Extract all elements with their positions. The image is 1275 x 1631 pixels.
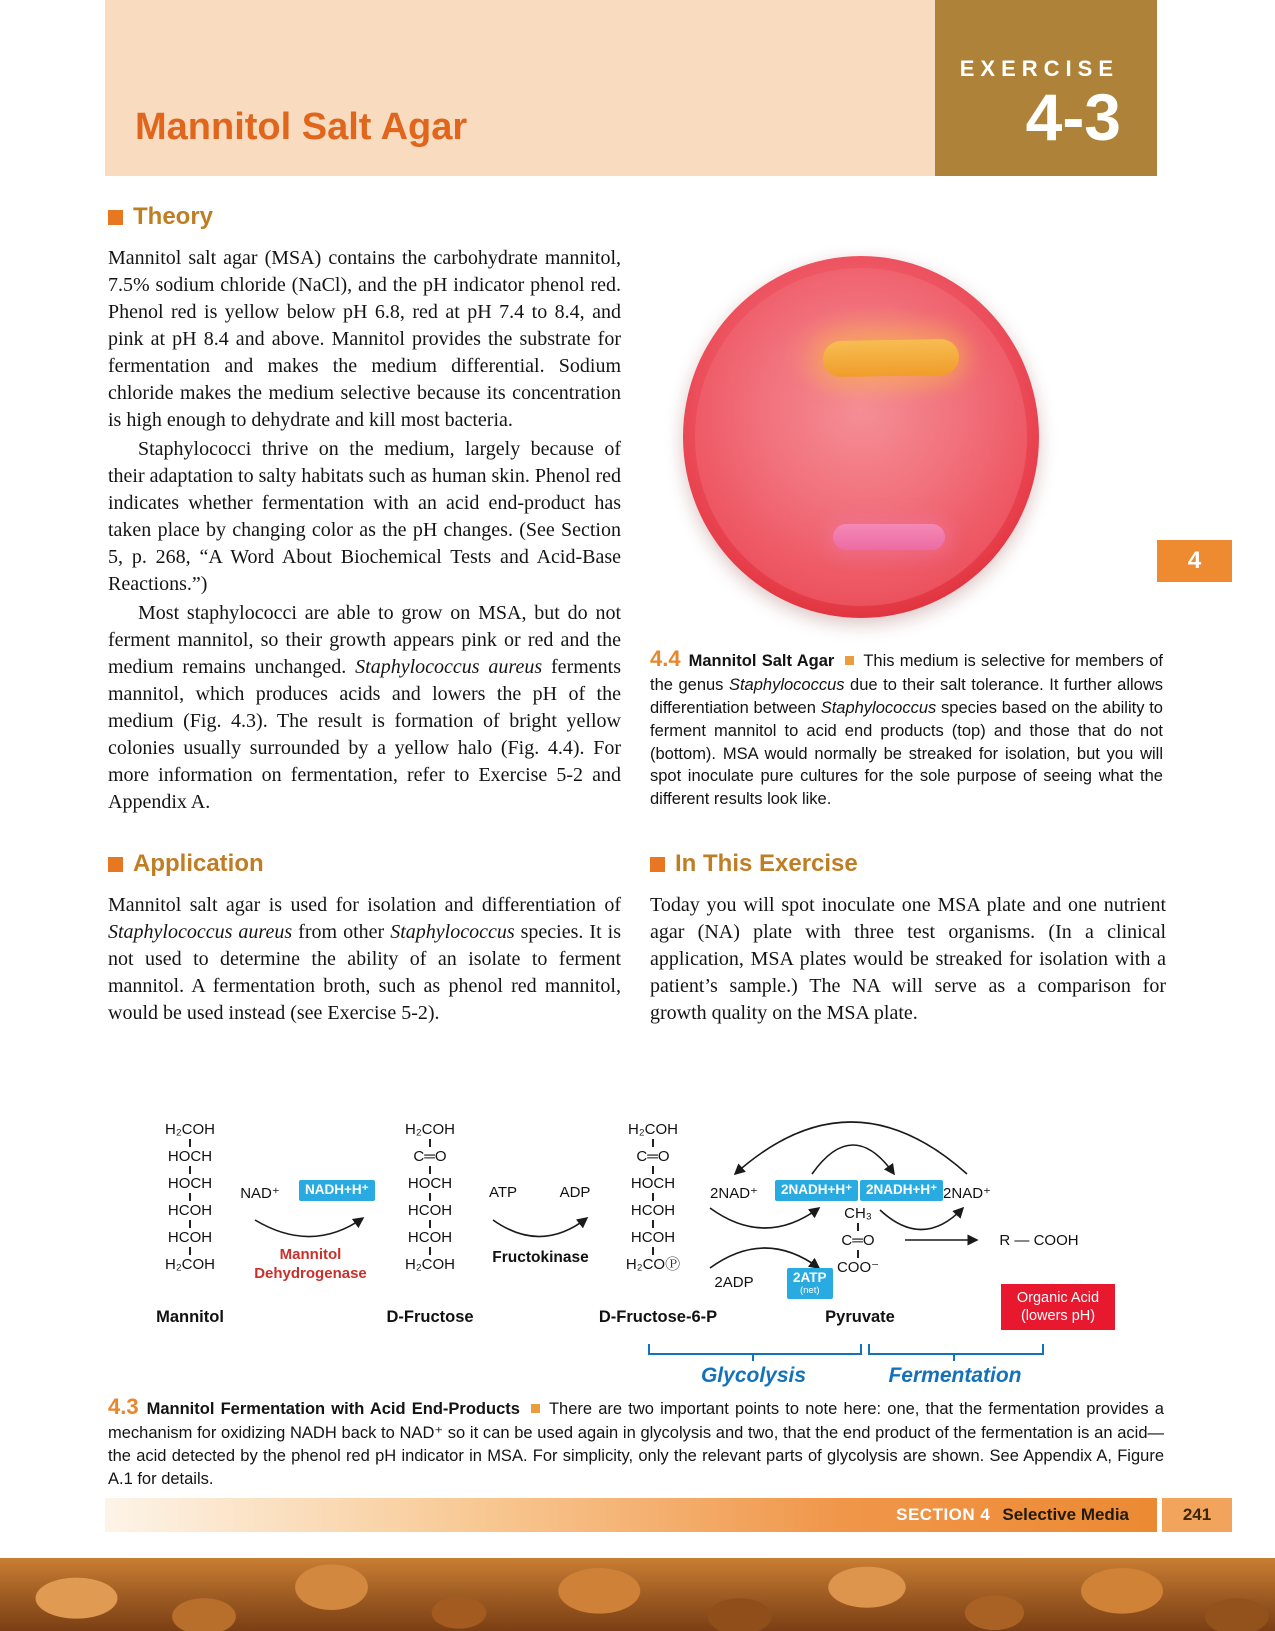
caption-text: There are two important points to note here: one, that the fermentation provides a mechanism for oxidizing NADH back to NAD⁺ so it can be used again in glycolysis and two, that the end product of the fermentation is an acid—the acid detected by the phenol red pH indicator in MSA. For simplicity, only the relevant parts of glycolysis are shown. See Appendix A, Figure A.1 for details.: [108, 1400, 1164, 1488]
bond: [652, 1166, 654, 1174]
fermentation-bracket-stem: [953, 1353, 955, 1361]
page-title: Mannitol Salt Agar: [135, 106, 468, 148]
bond: [652, 1247, 654, 1255]
organic-acid-product: R — COOH: [999, 1232, 1079, 1249]
2adp-label: 2ADP: [714, 1274, 754, 1291]
section-bullet-icon: [650, 857, 665, 872]
bond: [429, 1166, 431, 1174]
formula-line: H₂COH: [405, 1256, 455, 1273]
fermentation-bracket: [868, 1344, 1044, 1355]
fermenter-growth: [823, 339, 960, 377]
in-this-exercise-paragraph: Today you will spot inoculate one MSA plate and one nutrient agar (NA) plate with three test organisms. (In a clinical application, MSA plates would be streaked for isolation with a patient’s sample.) The NA will serve as a comparison for growth quality on the MSA plate.: [650, 894, 1166, 1024]
mannitol-label: Mannitol: [156, 1308, 224, 1326]
glycolysis-label: Glycolysis: [700, 1364, 807, 1387]
enzyme-line: Dehydrogenase: [254, 1264, 367, 1282]
nad-label: NAD⁺: [240, 1185, 280, 1202]
formula-line: H₂COⓅ: [625, 1256, 681, 1273]
figure-4-4-caption: [650, 644, 1163, 811]
section-heading-application: [108, 850, 621, 878]
bond: [652, 1193, 654, 1201]
section-heading-label: Application: [133, 850, 264, 877]
2nad-label: 2NAD⁺: [710, 1185, 758, 1202]
nonfermenter-growth: [833, 524, 945, 550]
bond: [189, 1193, 191, 1201]
bond: [189, 1139, 191, 1147]
nadh-highlight: NADH+H⁺: [299, 1180, 375, 1201]
bond: [429, 1193, 431, 1201]
caption-bullet-icon: [845, 656, 854, 665]
formula-line: HCOH: [167, 1202, 213, 1219]
exercise-box: [935, 0, 1157, 176]
organic-acid-line: (lowers pH): [1020, 1308, 1096, 1325]
exercise-label: EXERCISE: [959, 56, 1119, 81]
bottom-photo-strip: [0, 1558, 1275, 1631]
page-number: 241: [1162, 1498, 1232, 1532]
mannitol-structure: [145, 1122, 235, 1272]
2nadh-highlight-fermentation: 2NADH+H⁺: [860, 1180, 943, 1201]
formula-line: HOCH: [167, 1148, 213, 1165]
application-section: [108, 850, 621, 1027]
glycolysis-bracket-stem: [752, 1353, 754, 1361]
bond: [189, 1247, 191, 1255]
formula-line: HOCH: [407, 1175, 453, 1192]
figure-4-3-diagram: [105, 1118, 1175, 1396]
formula-line: HCOH: [630, 1229, 676, 1246]
fructose-structure: [385, 1122, 475, 1272]
2atp-net-label: (net): [799, 1284, 820, 1296]
formula-line: HOCH: [167, 1175, 213, 1192]
fructose6p-label: D-Fructose-6-P: [598, 1308, 718, 1326]
bond: [189, 1220, 191, 1228]
section-heading-label: Theory: [133, 203, 214, 230]
glycolysis-bracket: [648, 1344, 862, 1355]
petri-dish: [683, 256, 1039, 618]
formula-line: HCOH: [167, 1229, 213, 1246]
organic-acid-line: Organic Acid: [1016, 1290, 1100, 1306]
2atp-label: 2ATP: [793, 1270, 827, 1285]
adp-label: ADP: [559, 1184, 591, 1201]
formula-line: HCOH: [407, 1229, 453, 1246]
theory-section: [108, 203, 621, 816]
caption-bullet-icon: [531, 1404, 540, 1413]
fructokinase-label: Fructokinase: [492, 1249, 589, 1266]
application-paragraph: Mannitol salt agar is used for isolation and differentiation of Staphylococcus aureus from other Staphylococcus species. It is not used to determine the ability of an isolate to ferment mannitol. A fermentation broth, such as phenol red mannitol, would be used instead (see Exercise 5-2).: [108, 894, 622, 1024]
organic-acid-box: [1001, 1284, 1115, 1330]
bond: [429, 1220, 431, 1228]
formula-line: HCOH: [407, 1202, 453, 1219]
formula-line: HOCH: [630, 1175, 676, 1192]
2atp-highlight: [787, 1268, 833, 1299]
bond: [857, 1223, 859, 1231]
section-bullet-icon: [108, 210, 123, 225]
figure-4-4-photo: [683, 256, 1039, 618]
exercise-number: 4-3: [1025, 80, 1121, 154]
section-bullet-icon: [108, 857, 123, 872]
fructose6p-structure: [608, 1122, 698, 1272]
fermentation-label: Fermentation: [888, 1364, 1022, 1387]
2nadh-highlight-glycolysis: 2NADH+H⁺: [775, 1180, 858, 1201]
bond: [857, 1250, 859, 1258]
pyruvate-structure: [813, 1206, 903, 1275]
formula-line: CH₃: [844, 1205, 872, 1222]
in-this-exercise-section: [650, 850, 1166, 1027]
formula-line: H₂COH: [628, 1121, 678, 1138]
theory-paragraph: Mannitol salt agar (MSA) contains the carbohydrate mannitol, 7.5% sodium chloride (NaCl), and the pH indicator phenol red. Phenol red is yellow below pH 6.8, red at pH 7.4 to 8.4, and pink at pH 8.4 and above. Mannitol provides the substrate for fermentation and makes the medium differential. Sodium chloride makes the medium selective because its concentration is high enough to dehydrate and kill most bacteria.: [108, 247, 621, 431]
formula-line: H₂COH: [165, 1256, 215, 1273]
mannitol-dehydrogenase-label: [233, 1246, 388, 1284]
section-heading-theory: [108, 203, 621, 231]
footer-section-label: SECTION 4: [896, 1505, 991, 1524]
bond: [189, 1166, 191, 1174]
header-band: [105, 0, 1157, 176]
section-heading-label: In This Exercise: [675, 850, 858, 877]
bond: [429, 1139, 431, 1147]
bond: [429, 1247, 431, 1255]
caption-text: This medium is selective for members of the genus Staphylococcus due to their salt tolerance. It further allows differentiation between Staphylococcus species based on the ability to ferment mannitol to acid end products (top) and those that do not (bottom). MSA would normally be streaked for isolation, but you will spot inoculate pure cultures for the sole purpose of seeing what the different results look like.: [650, 652, 1163, 809]
pyruvate-label: Pyruvate: [825, 1308, 895, 1326]
formula-line: COO⁻: [836, 1259, 880, 1276]
section-heading-in-this-exercise: [650, 850, 1166, 878]
footer-section-title: Selective Media: [1002, 1505, 1129, 1524]
formula-line: C═O: [413, 1148, 447, 1165]
theory-paragraph: Most staphylococci are able to grow on MSA, but do not ferment mannitol, so their growth appears pink or red and the medium remains unchanged. Staphylococcus aureus ferments mannitol, which produces acids and lowers the pH of the medium (Fig. 4.3). The result is formation of bright yellow colonies usually surrounded by a yellow halo (Fig. 4.4). For more information on fermentation, refer to Exercise 5-2 and Appendix A.: [108, 602, 621, 813]
atp-label: ATP: [488, 1184, 518, 1201]
2nad-right-label: 2NAD⁺: [943, 1185, 991, 1202]
footer-band: [105, 1498, 1157, 1532]
theory-paragraph: Staphylococci thrive on the medium, largely because of their adaptation to salty habitats such as human skin. Phenol red indicates whether fermentation with an acid end-product has taken place by changing color as the pH changes. (See Section 5, p. 268, “A Word About Biochemical Tests and Acid-Base Reactions.”): [108, 438, 621, 595]
figure-4-3-caption: [108, 1392, 1164, 1491]
fructose-label: D-Fructose: [386, 1308, 474, 1326]
formula-line: H₂COH: [405, 1121, 455, 1138]
enzyme-line: Mannitol: [279, 1246, 342, 1263]
bond: [652, 1139, 654, 1147]
formula-line: C═O: [636, 1148, 670, 1165]
formula-line: C═O: [841, 1232, 875, 1249]
section-side-tab: 4: [1157, 540, 1232, 582]
figure-title: Mannitol Salt Agar: [688, 652, 835, 670]
figure-title: Mannitol Fermentation with Acid End-Products: [146, 1400, 520, 1418]
figure-number: 4.4: [650, 646, 681, 671]
formula-line: HCOH: [630, 1202, 676, 1219]
figure-number: 4.3: [108, 1394, 139, 1419]
formula-line: H₂COH: [165, 1121, 215, 1138]
bond: [652, 1220, 654, 1228]
